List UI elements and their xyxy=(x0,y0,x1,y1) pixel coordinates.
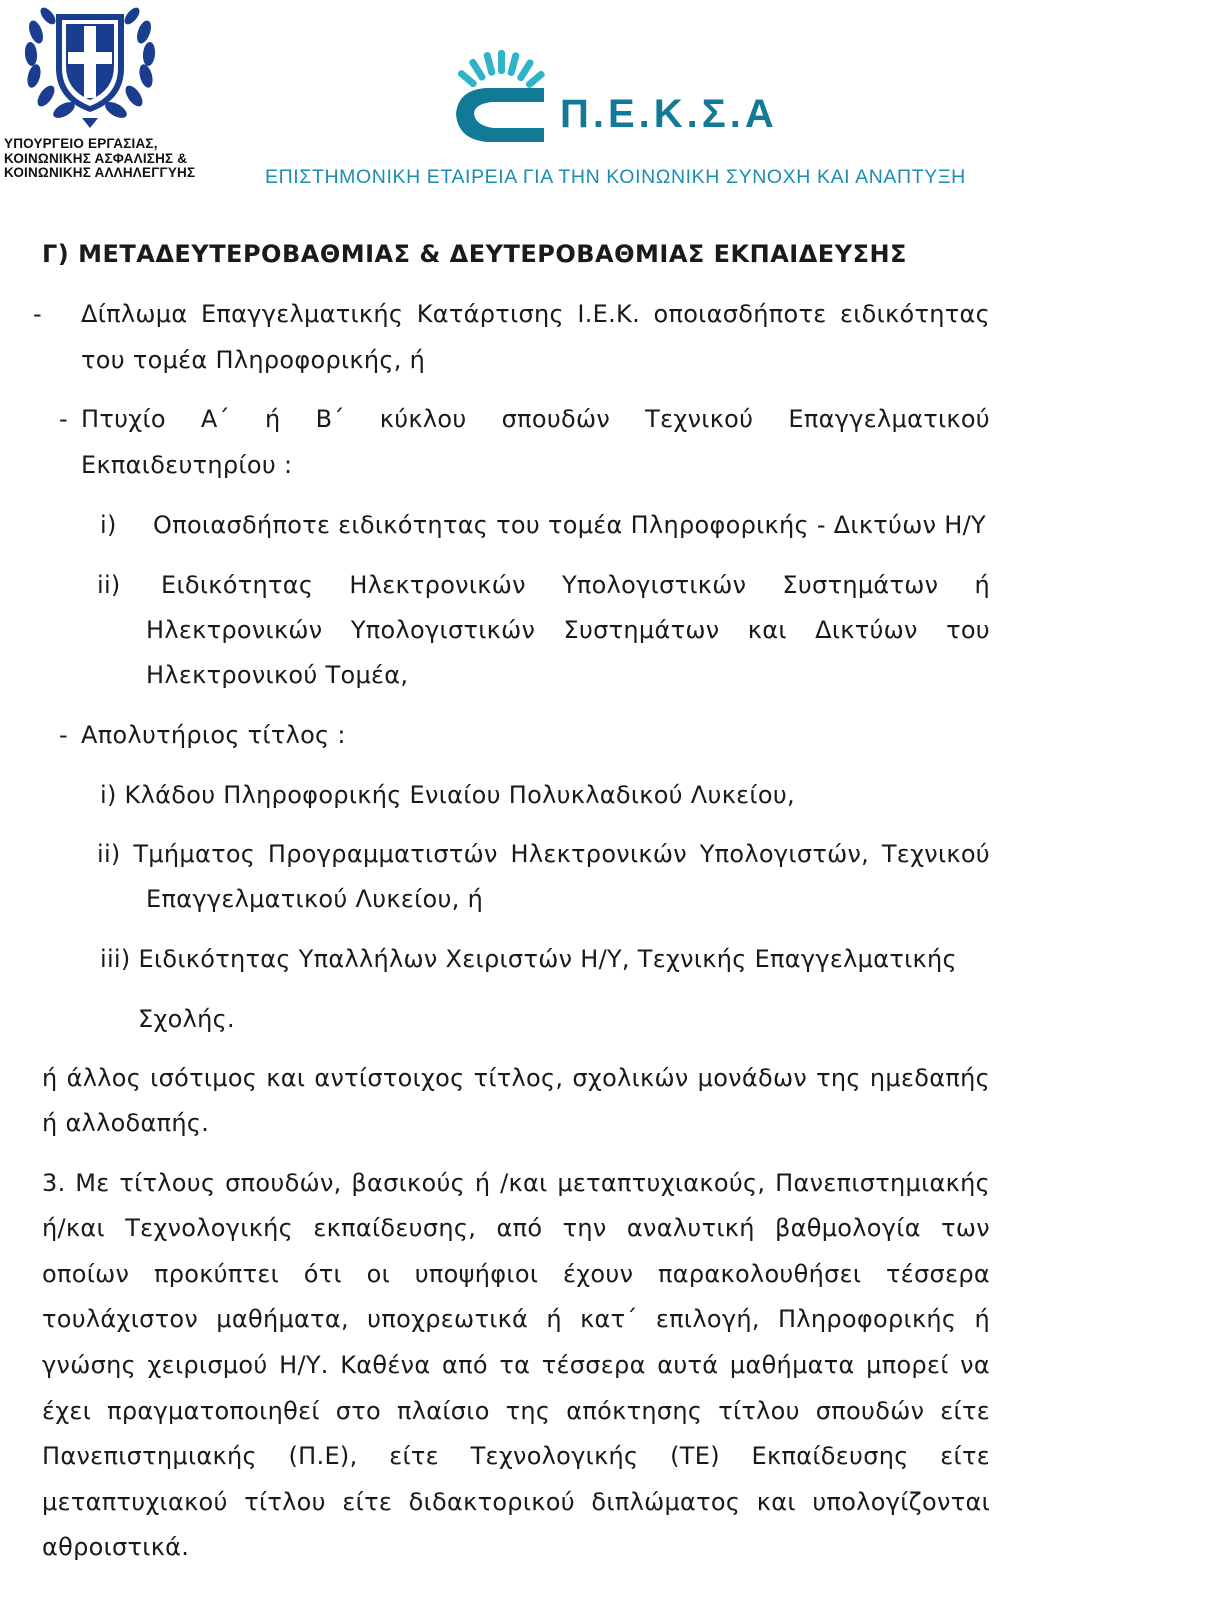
sub-item-iii-line-2: Σχολής. xyxy=(138,1005,235,1033)
paragraph-3-line-4: τουλάχιστον μαθήματα, υποχρεωτικά ή κατ΄ επιλογή, Πληροφορικής ή xyxy=(42,1305,990,1333)
paragraph-3-line-8: μεταπτυχιακού τίτλου είτε διδακτορικού διπλώματος και υπολογίζονται xyxy=(42,1488,990,1516)
sub-item-number: i) xyxy=(100,511,117,539)
ministry-emblem xyxy=(22,2,158,132)
peksa-logo xyxy=(452,48,552,144)
paragraph-3-line-6: έχει πραγματοποιηθεί στο πλαίσιο της απόκτησης τίτλου σπουδών είτε xyxy=(42,1397,990,1425)
paragraph-equivalent-title-line-2: ή αλλοδαπής. xyxy=(42,1109,210,1137)
sub-item-number: ii) xyxy=(97,571,121,599)
paragraph-3-line-7: Πανεπιστημιακής (Π.Ε), είτε Τεχνολογικής (ΤΕ) Εκπαίδευσης είτε xyxy=(42,1442,990,1470)
bullet-2-line-1: Πτυχίο Α΄ ή Β΄ κύκλου σπουδών Τεχνικού Επαγγελματικού xyxy=(81,405,990,433)
paragraph-3-line-3: οποίων προκύπτει ότι οι υποψήφιοι έχουν παρακολουθήσει τέσσερα xyxy=(42,1260,990,1288)
sub-item-iii-line-1: iii) Ειδικότητας Υπαλλήλων Χειριστών Η/Υ, Τεχνικής Επαγγελματικής xyxy=(100,945,957,973)
paragraph-equivalent-title-line-1: ή άλλος ισότιμος και αντίστοιχος τίτλος, σχολικών μονάδων της ημεδαπής xyxy=(42,1064,990,1092)
sub-item-ii-line-1: ii) Τμήματος Προγραμματιστών Ηλεκτρονικών Υπολογιστών, Τεχνικού xyxy=(97,840,990,868)
bullet-dash: - xyxy=(59,405,68,433)
ministry-line-2: ΚΟΙΝΩΝΙΚΗΣ ΑΣΦΑΛΙΣΗΣ & xyxy=(4,150,188,166)
sub-item-ii-line-2: Επαγγελματικού Λυκείου, ή xyxy=(146,885,484,913)
sub-item-i-text: Οποιασδήποτε ειδικότητας του τομέα Πληροφορικής - Δικτύων Η/Υ xyxy=(153,511,986,539)
section-heading: Γ) ΜΕΤΑΔΕΥΤΕΡΟΒΑΘΜΙΑΣ & ΔΕΥΤΕΡΟΒΑΘΜΙΑΣ ΕΚΠΑΙΔΕΥΣΗΣ xyxy=(42,240,907,268)
peksa-sun-icon xyxy=(452,48,552,144)
sub-item-ii-line-3: Ηλεκτρονικού Τομέα, xyxy=(146,661,409,689)
brand-tagline: ΕΠΙΣΤΗΜΟΝΙΚΗ ΕΤΑΙΡΕΙΑ ΓΙΑ ΤΗΝ ΚΟΙΝΩΝΙΚΗ ΣΥΝΟΧΗ ΚΑΙ ΑΝΑΠΤΥΞΗ xyxy=(265,166,966,188)
paragraph-3-line-5: γνώσης χειρισμού Η/Υ. Καθένα από τα τέσσερα αυτά μαθήματα μπορεί να xyxy=(42,1351,990,1379)
paragraph-3-line-2: ή/και Τεχνολογικής εκπαίδευσης, από την αναλυτική βαθμολογία των xyxy=(42,1214,990,1242)
bullet-1-line-1: Δίπλωμα Επαγγελματικής Κατάρτισης Ι.Ε.Κ. οποιασδήποτε ειδικότητας xyxy=(81,300,990,328)
bullet-2-line-2: Εκπαιδευτηρίου : xyxy=(81,451,293,479)
bullet-1-line-2: του τομέα Πληροφορικής, ή xyxy=(81,346,426,374)
greek-coat-of-arms-icon xyxy=(22,2,158,132)
bullet-dash: - xyxy=(33,300,42,328)
brand-name: Π.Ε.Κ.Σ.Α xyxy=(560,92,778,136)
paragraph-3-line-9: αθροιστικά. xyxy=(42,1533,190,1561)
sub-item-ii-line-1: Ειδικότητας Ηλεκτρονικών Υπολογιστικών Συστημάτων ή xyxy=(161,571,990,599)
ministry-line-3: ΚΟΙΝΩΝΙΚΗΣ ΑΛΛΗΛΕΓΓΥΗΣ xyxy=(4,165,196,180)
sub-item-ii-line-2: Ηλεκτρονικών Υπολογιστικών Συστημάτων και Δικτύων του xyxy=(146,616,990,644)
ministry-name xyxy=(4,137,204,181)
sub-item-i: i) Κλάδου Πληροφορικής Ενιαίου Πολυκλαδικού Λυκείου, xyxy=(100,781,795,809)
bullet-3-line-1: Απολυτήριος τίτλος : xyxy=(81,721,346,749)
paragraph-3-line-1: 3. Με τίτλους σπουδών, βασικούς ή /και μεταπτυχιακούς, Πανεπιστημιακής xyxy=(42,1169,990,1197)
bullet-dash: - xyxy=(59,721,68,749)
ministry-line-1: ΥΠΟΥΡΓΕΙΟ ΕΡΓΑΣΙΑΣ, xyxy=(4,136,158,151)
